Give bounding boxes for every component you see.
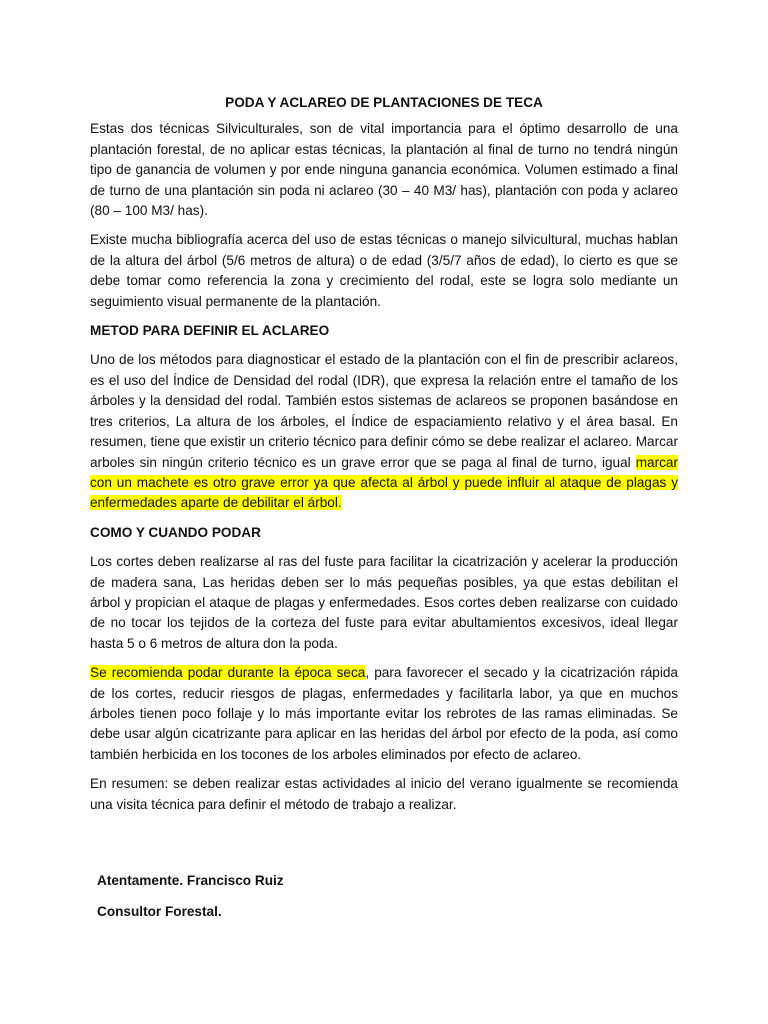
- paragraph-dry-season-text: , para favorecer el secado y la cicatrización rápida de los cortes, reducir riesgos de plagas, enfermedades y facilitarla labor, ya que en muchos árboles tienen poco follaje y lo más importante evitar los rebrotes de las ramas eliminadas. Se debe usar algún cicatrizante para aplicar en las heridas del árbol por efecto de la poda, así como también herbicida en los tocones de los arboles eliminados por efecto de aclareo.: [90, 665, 678, 762]
- signature-title: Consultor Forestal.: [97, 904, 222, 919]
- paragraph-summary: En resumen: se deben realizar estas actividades al inicio del verano igualmente se recomienda una visita técnica para definir el método de trabajo a realizar.: [90, 776, 678, 812]
- section-heading-poda: COMO Y CUANDO PODAR: [90, 524, 261, 540]
- paragraph-aclareo-method: [90, 350, 678, 513]
- paragraph-aclareo-text: Uno de los métodos para diagnosticar el estado de la plantación con el fin de prescribir aclareos, es el uso del Índice de Densidad del rodal (IDR), que expresa la relación entre el tamaño de los árboles y la densidad del rodal. También estos sistemas de aclareos se proponen basándose en tres criterios, La altura de los árboles, el Índice de espaciamiento relativo y el área basal. En resumen, tiene que existir un criterio técnico para definir cómo se debe realizar el aclareo. Marcar arboles sin ningún criterio técnico es un grave error que se paga al final de turno, igual: [90, 352, 678, 470]
- section-heading-aclareo: METOD PARA DEFINIR EL ACLAREO: [90, 323, 330, 339]
- paragraph-cuts: Los cortes deben realizarse al ras del fuste para facilitar la cicatrización y acelerar la producción de madera sana, Las heridas deben ser lo más pequeñas posibles, ya que estas debilitan el árbol y propician el ataque de plagas y enfermedades. Esos cortes deben realizarse con cuidado de no tocar los tejidos de la corteza del fuste para evitar abultamientos excesivos, ideal llegar hasta 5 o 6 metros de altura don la poda.: [90, 554, 678, 651]
- highlighted-text-machete-warning: marcar con un machete es otro grave error ya que afecta al árbol y puede influir al ataque de plagas y enfermedades aparte de debilitar el árbol.: [90, 454, 678, 511]
- paragraph-bibliography: Existe mucha bibliografía acerca del uso de estas técnicas o manejo silvicultural, muchas hablan de la altura del árbol (5/6 metros de altura) o de edad (3/5/7 años de edad), lo cierto es que se debe tomar como referencia la zona y crecimiento del rodal, este se logra solo mediante un seguimiento visual permanente de la plantación.: [90, 232, 678, 309]
- paragraph-dry-season: [90, 663, 678, 765]
- highlighted-text-dry-season: Se recomienda podar durante la época seca: [90, 665, 366, 681]
- document-body: [90, 93, 678, 824]
- signature-name: Atentamente. Francisco Ruiz: [97, 873, 284, 888]
- document-title: PODA Y ACLAREO DE PLANTACIONES DE TECA: [225, 95, 543, 110]
- paragraph-intro: Estas dos técnicas Silviculturales, son de vital importancia para el óptimo desarrollo de una plantación forestal, de no aplicar estas técnicas, la plantación al final de turno no tendrá ningún tipo de ganancia de volumen y por ende ninguna ganancia económica. Volumen estimado a final de turno de una plantación sin poda ni aclareo (30 – 40 M3/ has), plantación con poda y aclareo (80 – 100 M3/ has).: [90, 121, 678, 219]
